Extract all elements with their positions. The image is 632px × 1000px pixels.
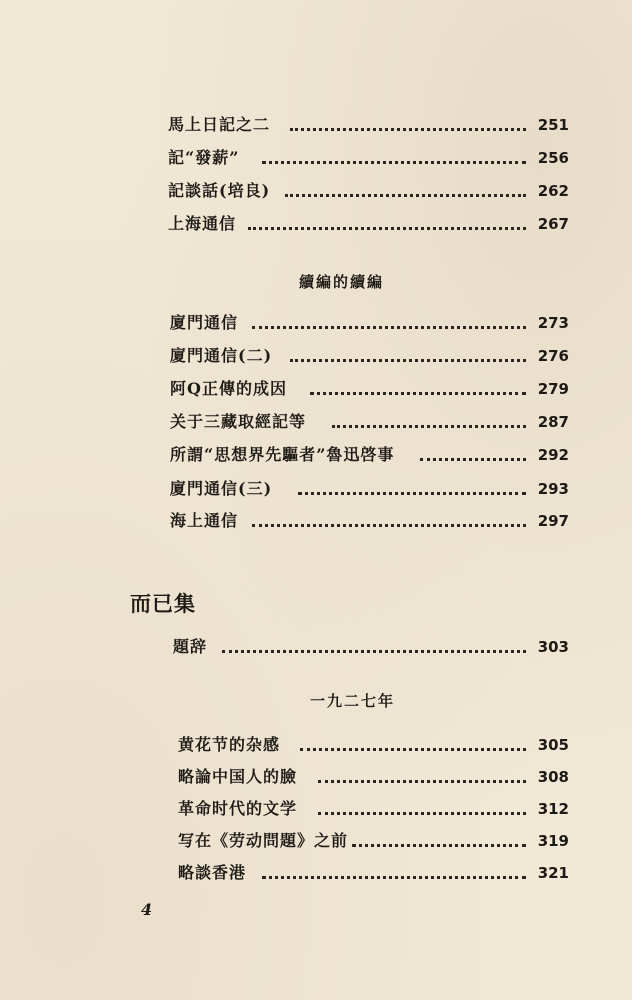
toc-entry-page: 321 <box>537 864 569 882</box>
toc-entry <box>0 860 632 886</box>
toc-entry-page: 287 <box>537 413 569 431</box>
toc-entry-page: 262 <box>537 182 569 200</box>
dot-leader <box>420 455 526 461</box>
toc-entry <box>0 145 632 171</box>
toc-entry-title: 題辞 <box>173 637 208 656</box>
dot-leader <box>222 647 526 653</box>
toc-entry-title: 記談話(培良) <box>168 181 271 200</box>
toc-entry-page: 319 <box>537 832 569 850</box>
toc-entry-page: 279 <box>537 380 569 398</box>
dot-leader <box>285 191 526 197</box>
dot-leader <box>290 125 526 131</box>
dot-leader <box>262 873 526 879</box>
toc-entry-page: 312 <box>537 800 569 818</box>
toc-entry-title: 革命时代的文学 <box>178 799 298 818</box>
dot-leader <box>290 356 526 362</box>
toc-entry-page: 303 <box>537 638 569 656</box>
toc-entry-title: 廈門通信 <box>170 313 239 332</box>
toc-entry-page: 276 <box>537 347 569 365</box>
toc-entry-title: 黄花节的杂感 <box>178 735 281 754</box>
toc-entry <box>0 764 632 790</box>
toc-entry <box>0 796 632 822</box>
dot-leader <box>318 809 526 815</box>
toc-entry-title: 廈門通信(三) <box>170 479 273 498</box>
toc-entry <box>0 732 632 758</box>
collection-title: 而已集 <box>130 591 196 616</box>
dot-leader <box>252 323 526 329</box>
dot-leader <box>318 777 526 783</box>
toc-entry-page: 256 <box>537 149 569 167</box>
toc-entry-page: 293 <box>537 480 569 498</box>
toc-entry-title: 略論中国人的臉 <box>178 767 298 786</box>
toc-entry-title: 廈門通信(二) <box>170 346 273 365</box>
dot-leader <box>248 224 526 230</box>
toc-entry <box>0 310 632 336</box>
toc-entry-title: 記“發薪” <box>168 148 240 167</box>
toc-entry-page: 273 <box>537 314 569 332</box>
toc-entry <box>0 634 632 660</box>
dot-leader <box>332 422 526 428</box>
toc-entry <box>0 442 632 468</box>
toc-entry-title: 写在《劳动問題》之前 <box>178 831 349 850</box>
dot-leader <box>310 389 526 395</box>
dot-leader <box>298 489 526 495</box>
toc-entry <box>0 409 632 435</box>
toc-entry-title: 海上通信 <box>170 511 239 530</box>
dot-leader <box>262 158 526 164</box>
toc-entry <box>0 508 632 534</box>
toc-entry <box>0 476 632 502</box>
toc-entry-title: 略談香港 <box>178 863 247 882</box>
toc-entry-page: 292 <box>537 446 569 464</box>
toc-entry <box>0 376 632 402</box>
toc-entry <box>0 828 632 854</box>
toc-entry <box>0 211 632 237</box>
dot-leader <box>352 841 526 847</box>
toc-entry-page: 308 <box>537 768 569 786</box>
page-number: 4 <box>141 900 153 919</box>
toc-entry-page: 267 <box>537 215 569 233</box>
toc-entry-title: 馬上日記之二 <box>168 115 271 134</box>
toc-entry-page: 251 <box>537 116 569 134</box>
toc-entry <box>0 178 632 204</box>
toc-entry-title: 上海通信 <box>168 214 237 233</box>
section-heading: 一九二七年 <box>310 692 396 710</box>
toc-entry <box>0 112 632 138</box>
toc-entry-page: 305 <box>537 736 569 754</box>
toc-entry-title: 关于三藏取經記等 <box>170 412 307 431</box>
section-heading: 續編的續編 <box>299 273 385 291</box>
toc-entry-page: 297 <box>537 512 569 530</box>
dot-leader <box>300 745 526 751</box>
toc-entry <box>0 343 632 369</box>
dot-leader <box>252 521 526 527</box>
toc-entry-title: 阿Q正傳的成因 <box>170 379 287 398</box>
toc-entry-title: 所謂“思想界先驅者”魯迅啓事 <box>170 445 395 464</box>
